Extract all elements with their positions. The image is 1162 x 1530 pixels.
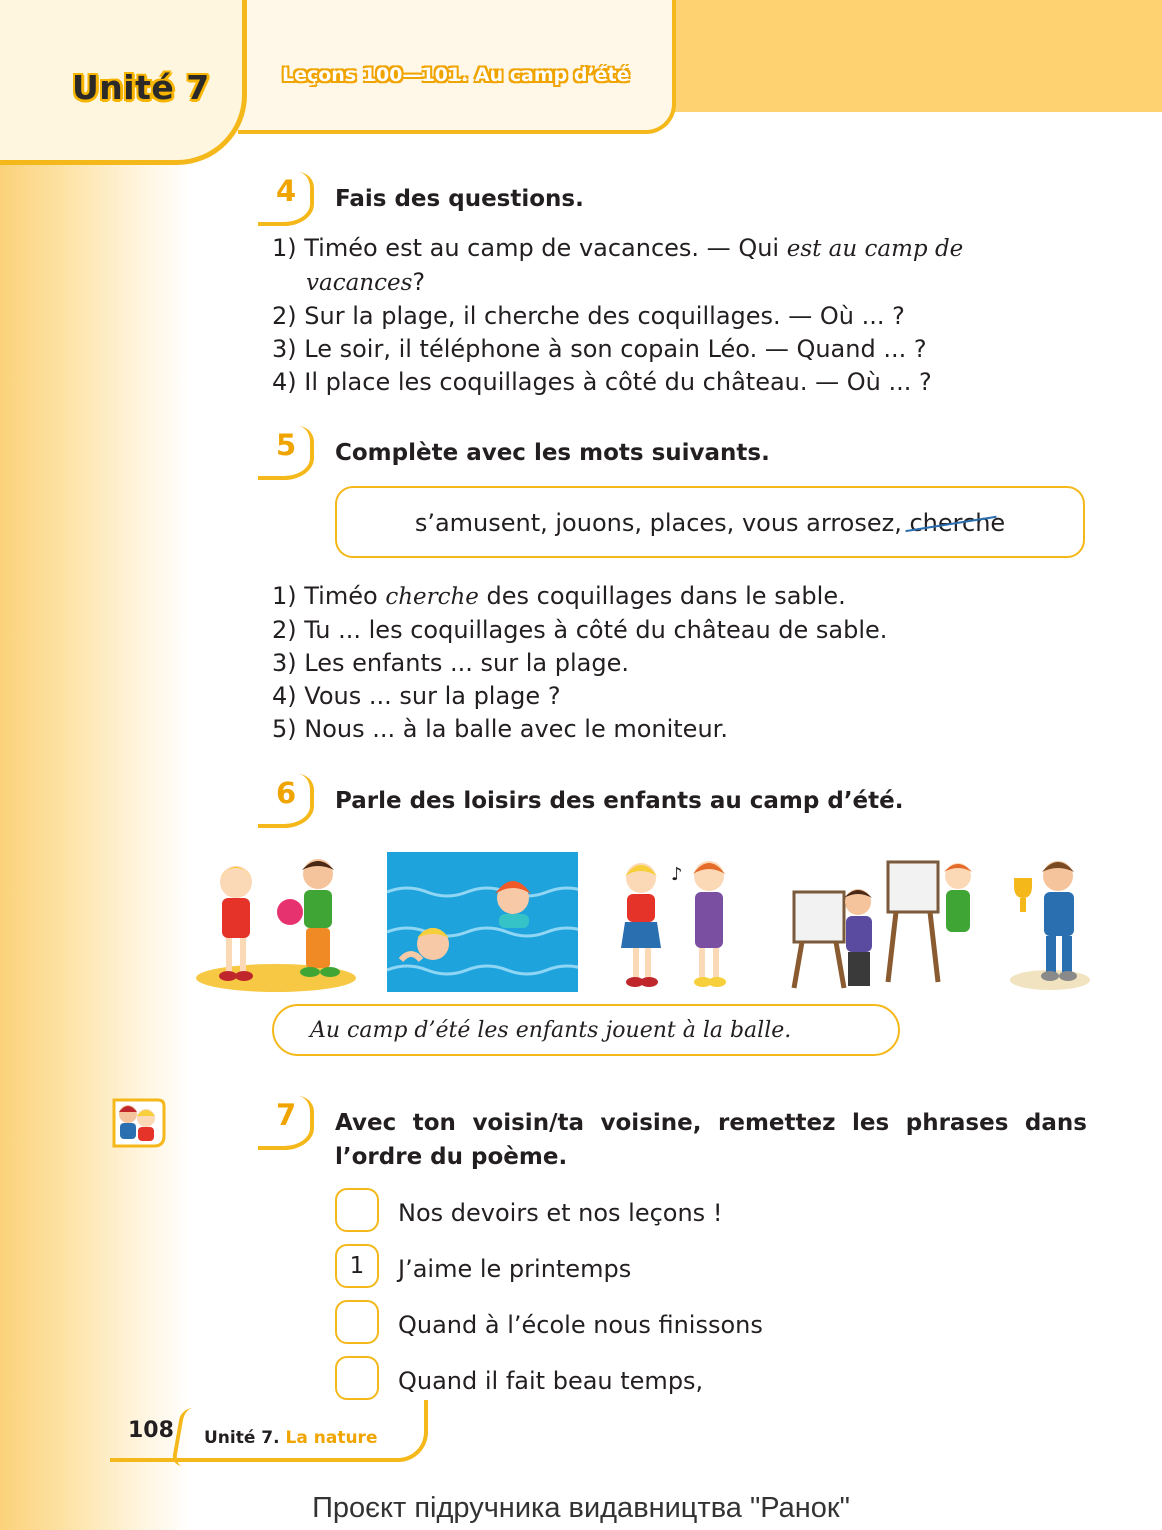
lesson-title: Leçons 100—101. Au camp d’été xyxy=(282,64,630,86)
list-item: 2) Sur la plage, il cherche des coquillages. — Où ... ? xyxy=(272,302,905,330)
list-item: 3) Les enfants ... sur la plage. xyxy=(272,649,629,677)
order-input-box[interactable]: 1 xyxy=(335,1244,379,1288)
word-list: s’amusent, jouons, places, vous arrosez, xyxy=(414,509,910,537)
list-item: 3) Le soir, il téléphone à son copain Léo. — Quand ... ? xyxy=(272,335,927,363)
exercise-4-number: 4 xyxy=(258,172,312,228)
order-input-box[interactable] xyxy=(335,1300,379,1344)
svg-text:♪: ♪ xyxy=(671,864,683,885)
exercise-5-number: 5 xyxy=(258,426,312,482)
struck-word: cherche xyxy=(909,509,1006,537)
exercise-7-title-line: l’ordre du poème. xyxy=(335,1144,568,1170)
unit-title: Unité 7 xyxy=(72,68,210,107)
exercise-7-title-line: Avec ton voisin/ta voisine, remettez les phrases dans xyxy=(335,1110,1087,1136)
publisher-watermark: Проєкт підручника видавництва "Ранок" xyxy=(312,1492,850,1524)
list-item: vacances? xyxy=(306,268,426,296)
left-gradient-strip xyxy=(0,0,190,1530)
pair-work-icon xyxy=(110,1094,170,1154)
poem-line: Quand à l’école nous finissons xyxy=(398,1311,763,1339)
exercise-4-list xyxy=(272,232,963,399)
exercise-6-title: Parle des loisirs des enfants au camp d’été. xyxy=(335,788,904,814)
list-item: 4) Vous ... sur la plage ? xyxy=(272,682,561,710)
word-bank xyxy=(335,486,1085,558)
footer-unit: Unité 7. xyxy=(204,1428,280,1448)
kids-swimming-illustration xyxy=(387,852,578,992)
page-number: 108 xyxy=(128,1418,174,1443)
footer-unit-name: La nature xyxy=(285,1428,378,1448)
exercise-7-title xyxy=(335,1106,1087,1174)
footer-unit-label xyxy=(204,1428,377,1448)
list-item: 2) Tu ... les coquillages à côté du château de sable. xyxy=(272,616,888,644)
list-item: 1) Timéo est au camp de vacances. — Qui est au camp de xyxy=(272,234,964,262)
list-item: 5) Nous ... à la balle avec le moniteur. xyxy=(272,715,728,743)
example-speech-bubble: Au camp d’été les enfants jouent à la balle. xyxy=(272,1004,900,1056)
exercise-6-number: 6 xyxy=(258,774,312,830)
exercise-5-list xyxy=(272,580,887,746)
kids-singing-illustration xyxy=(605,852,759,992)
exercise-4-title: Fais des questions. xyxy=(335,186,584,212)
list-item: 1) Timéo cherche des coquillages dans le sable. xyxy=(272,582,846,610)
exercise-5-title: Complète avec les mots suivants. xyxy=(335,440,770,466)
poem-line: Nos devoirs et nos leçons ! xyxy=(398,1199,723,1227)
list-item: 4) Il place les coquillages à côté du château. — Où ... ? xyxy=(272,368,932,396)
poem-line: J’aime le printemps xyxy=(398,1255,632,1283)
kids-playing-ball-illustration xyxy=(192,852,360,992)
kids-painting-illustration xyxy=(788,852,978,992)
exercise-7-number: 7 xyxy=(258,1096,312,1152)
order-input-box[interactable] xyxy=(335,1356,379,1400)
order-input-box[interactable] xyxy=(335,1188,379,1232)
boy-with-trophy-illustration xyxy=(1004,852,1090,992)
poem-line: Quand il fait beau temps, xyxy=(398,1367,704,1395)
